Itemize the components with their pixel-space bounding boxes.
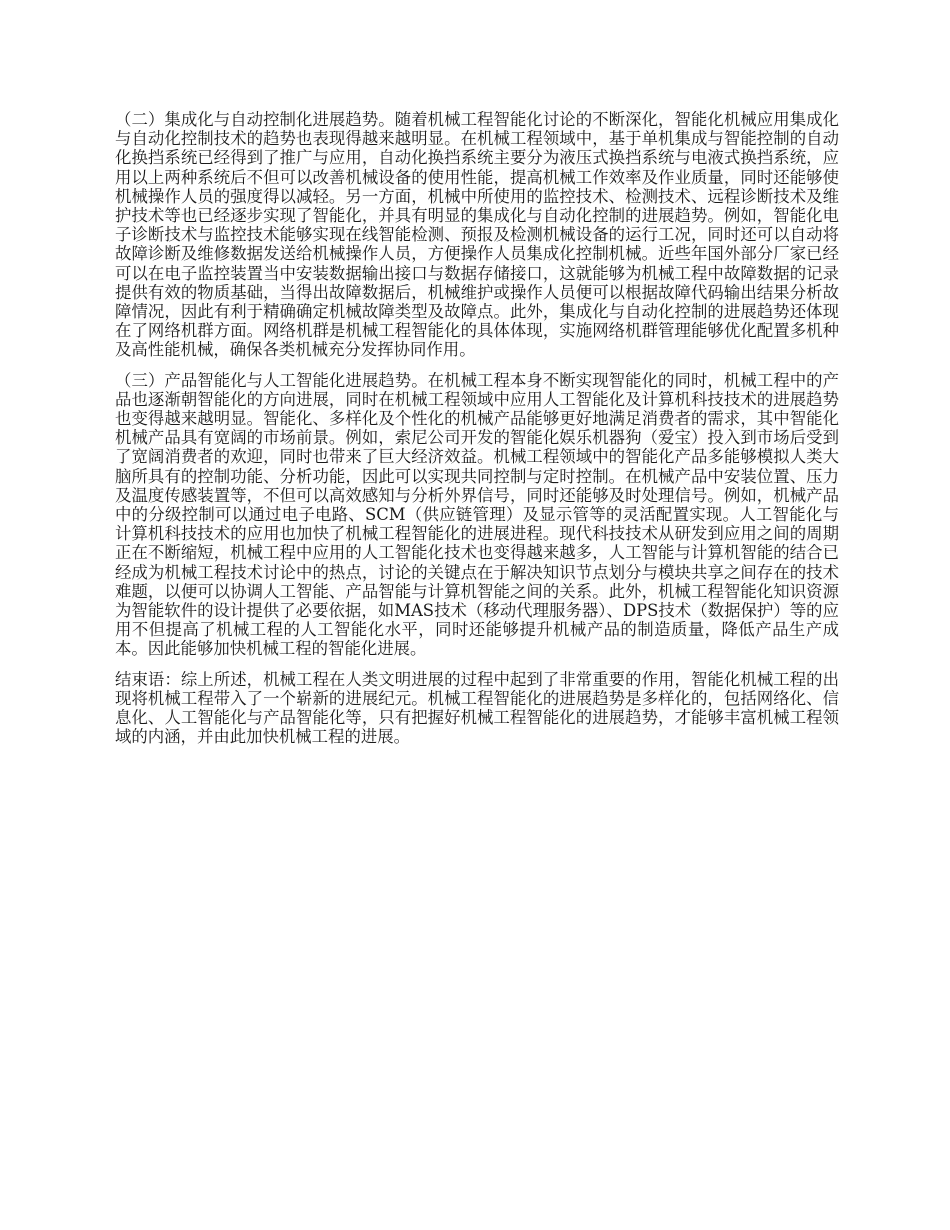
document-body bbox=[115, 110, 839, 758]
paragraph-conclusion: 结束语：综上所述，机械工程在人类文明进展的过程中起到了非常重要的作用，智能化机械工程的出现将机械工程带入了一个崭新的进展纪元。机械工程智能化的进展趋势是多样化的，包括网络化、信息化、人工智能化与产品智能化等，只有把握好机械工程智能化的进展趋势，才能够丰富机械工程领域的内涵，并由此加快机械工程的进展。 bbox=[115, 669, 839, 747]
paragraph-product-ai: （三）产品智能化与人工智能化进展趋势。在机械工程本身不断实现智能化的同时，机械工程中的产品也逐渐朝智能化的方向进展，同时在机械工程领域中应用人工智能化及计算机科技技术的进展趋势也变得越来越明显。智能化、多样化及个性化的机械产品能够更好地满足消费者的需求，其中智能化机械产品具有宽阔的市场前景。例如，索尼公司开发的智能化娱乐机器狗（爱宝）投入到市场后受到了宽阔消费者的欢迎，同时也带来了巨大经济效益。机械工程领域中的智能化产品多能够模拟人类大脑所具有的控制功能、分析功能，因此可以实现共同控制与定时控制。在机械产品中安装位置、压力及温度传感装置等，不但可以高效感知与分析外界信号，同时还能够及时处理信号。例如，机械产品中的分级控制可以通过电子电路、SCM（供应链管理）及显示管等的灵活配置实现。人工智能化与计算机科技技术的应用也加快了机械工程智能化的进展进程。现代科技技术从研发到应用之间的周期正在不断缩短，机械工程中应用的人工智能化技术也变得越来越多，人工智能与计算机智能的结合已经成为机械工程技术讨论中的热点，讨论的关键点在于解决知识节点划分与模块共享之间存在的技术难题，以便可以协调人工智能、产品智能与计算机智能之间的关系。此外，机械工程智能化知识资源为智能软件的设计提供了必要依据，如MAS技术（移动代理服务器）、DPS技术（数据保护）等的应用不但提高了机械工程的人工智能化水平，同时还能够提升机械产品的制造质量，降低产品生产成本。因此能够加快机械工程的智能化进展。 bbox=[115, 370, 839, 659]
paragraph-integration-automation: （二）集成化与自动控制化进展趋势。随着机械工程智能化讨论的不断深化，智能化机械应用集成化与自动化控制技术的趋势也表现得越来越明显。在机械工程领域中，基于单机集成与智能控制的自动化换挡系统已经得到了推广与应用，自动化换挡系统主要分为液压式换挡系统与电液式换挡系统，应用以上两种系统后不但可以改善机械设备的使用性能，提高机械工作效率及作业质量，同时还能够使机械操作人员的强度得以减轻。另一方面，机械中所使用的监控技术、检测技术、远程诊断技术及维护技术等也已经逐步实现了智能化，并具有明显的集成化与自动化控制的进展趋势。例如，智能化电子诊断技术与监控技术能够实现在线智能检测、预报及检测机械设备的运行工况，同时还可以自动将故障诊断及维修数据发送给机械操作人员，方便操作人员集成化控制机械。近些年国外部分厂家已经可以在电子监控装置当中安装数据输出接口与数据存储接口，这就能够为机械工程中故障数据的记录提供有效的物质基础，当得出故障数据后，机械维护或操作人员便可以根据故障代码输出结果分析故障情况，因此有利于精确确定机械故障类型及故障点。此外，集成化与自动化控制的进展趋势还体现在了网络机群方面。网络机群是机械工程智能化的具体体现，实施网络机群管理能够优化配置多机种及高性能机械，确保各类机械充分发挥协同作用。 bbox=[115, 110, 839, 360]
